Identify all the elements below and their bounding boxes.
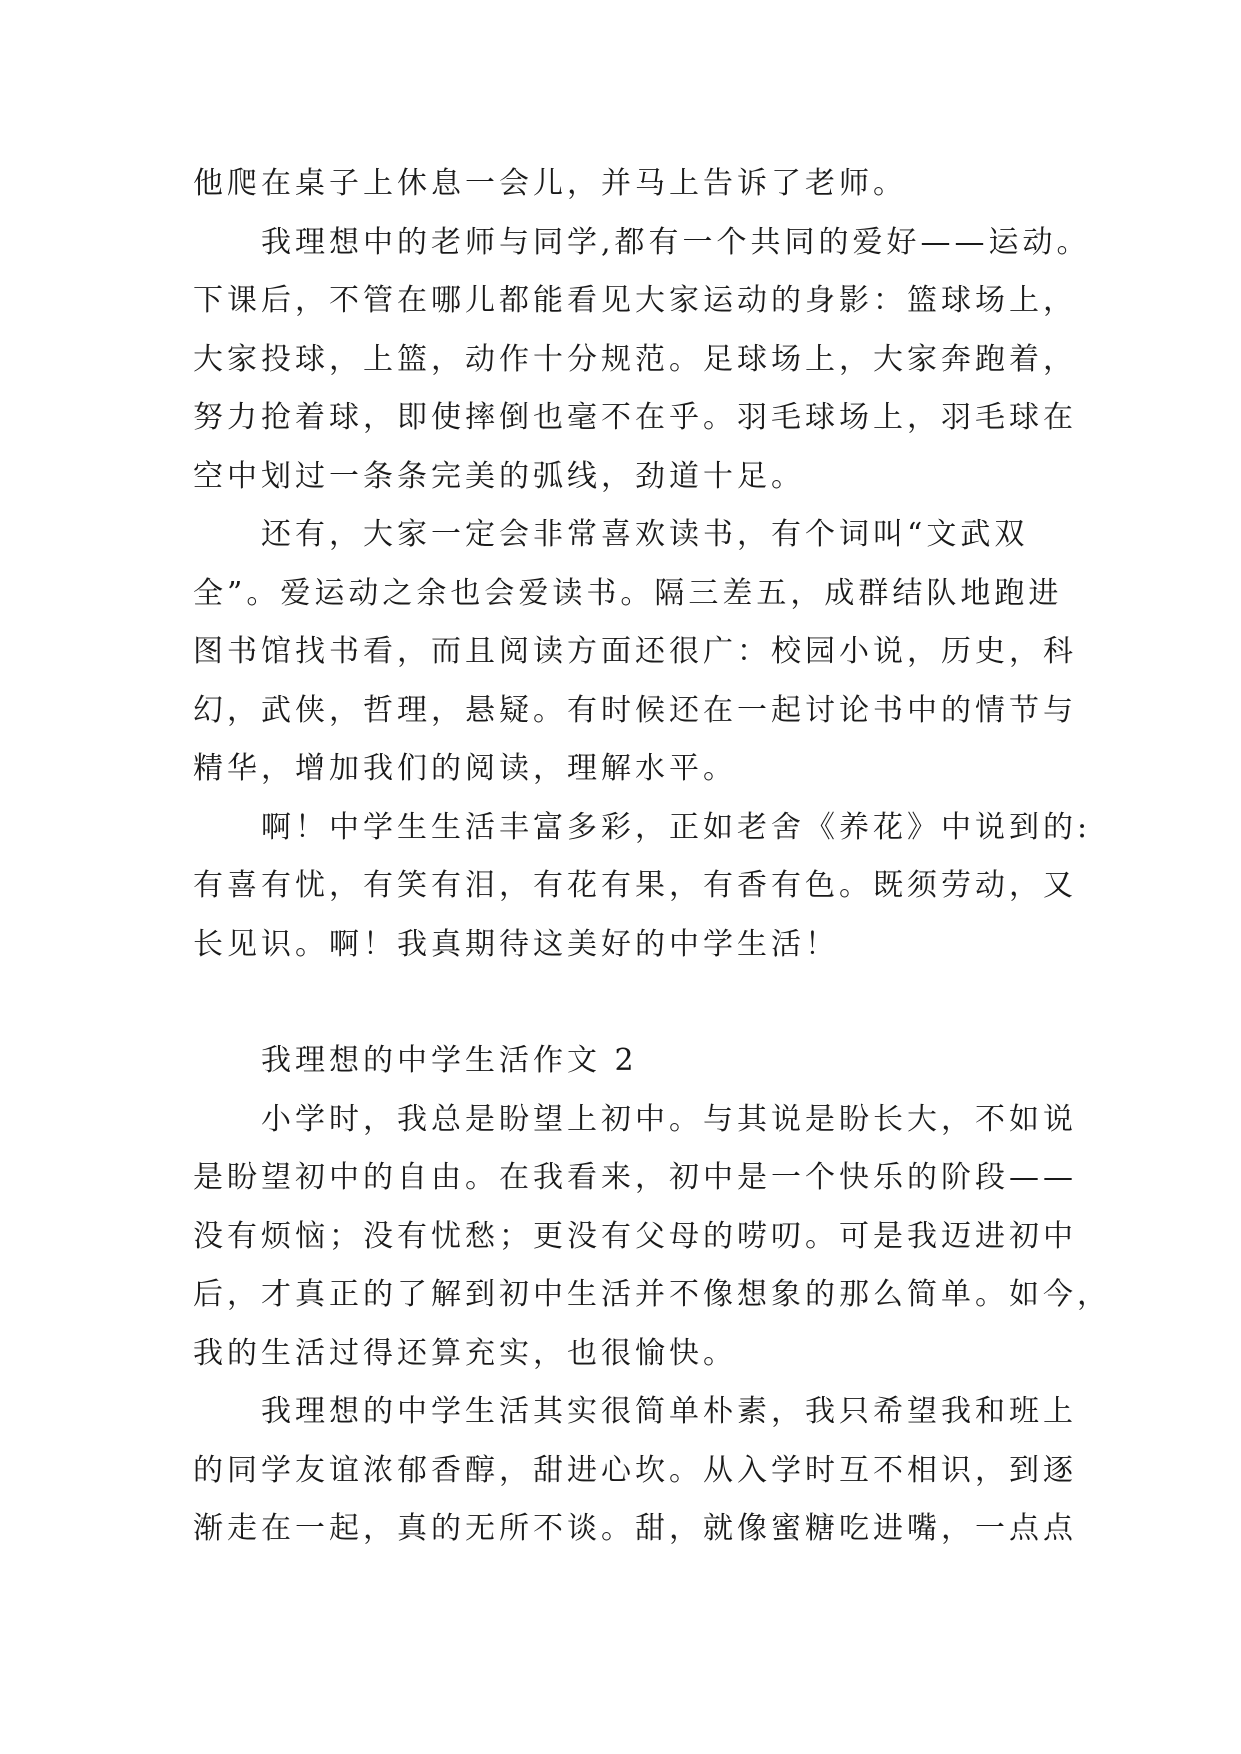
essay-body: [193, 155, 1111, 1559]
text-line: 图书馆找书看，而且阅读方面还很广：校园小说，历史，科: [193, 634, 1077, 669]
text-line: 他爬在桌子上休息一会儿，并马上告诉了老师。: [193, 166, 907, 201]
text-line: 有喜有忧，有笑有泪，有花有果，有香有色。既须劳动，又: [193, 868, 1077, 903]
text-line: 的同学友谊浓郁香醇，甜进心坎。从入学时互不相识，到逐: [193, 1452, 1077, 1488]
paragraph-start-line: 小学时，我总是盼望上初中。与其说是盼长大，不如说: [261, 1101, 1077, 1137]
paragraph-start-line: 我理想中的老师与同学,都有一个共同的爱好——运动。: [261, 224, 1091, 260]
text-line: 空中划过一条条完美的弧线，劲道十足。: [193, 458, 805, 494]
text-line: 我的生活过得还算充实，也很愉快。: [193, 1335, 737, 1371]
text-line: 努力抢着球，即使摔倒也毫不在乎。羽毛球场上，羽毛球在: [193, 400, 1077, 435]
section-gap: [193, 974, 1073, 1032]
section-title: 我理想的中学生活作文 2: [261, 1043, 638, 1078]
paragraph-start-line: 还有，大家一定会非常喜欢读书，有个词叫“文武双: [261, 517, 1029, 552]
text-line: 下课后，不管在哪儿都能看见大家运动的身影：篮球场上，: [193, 283, 1077, 318]
paragraph-start-line: 啊！中学生生活丰富多彩，正如老舍《养花》中说到的:: [261, 809, 1092, 845]
text-line: 后，才真正的了解到初中生活并不像想象的那么简单。如今，: [193, 1277, 1111, 1312]
text-line: 幻，武侠，哲理，悬疑。有时候还在一起讨论书中的情节与: [193, 692, 1077, 728]
text-line: 渐走在一起，真的无所不谈。甜，就像蜜糖吃进嘴，一点点: [193, 1511, 1077, 1546]
text-line: 长见识。啊！我真期待这美好的中学生活！: [193, 926, 839, 962]
text-line: 精华，增加我们的阅读，理解水平。: [193, 751, 737, 786]
text-line: 大家投球，上篮，动作十分规范。足球场上，大家奔跑着，: [193, 341, 1077, 377]
text-line: 是盼望初中的自由。在我看来，初中是一个快乐的阶段——: [193, 1160, 1077, 1195]
text-line: 没有烦恼；没有忧愁；更没有父母的唠叨。可是我迈进初中: [193, 1218, 1077, 1254]
paragraph-start-line: 我理想的中学生活其实很简单朴素，我只希望我和班上: [261, 1394, 1077, 1429]
text-line: 全”。爱运动之余也会爱读书。隔三差五，成群结队地跑进: [193, 575, 1063, 611]
